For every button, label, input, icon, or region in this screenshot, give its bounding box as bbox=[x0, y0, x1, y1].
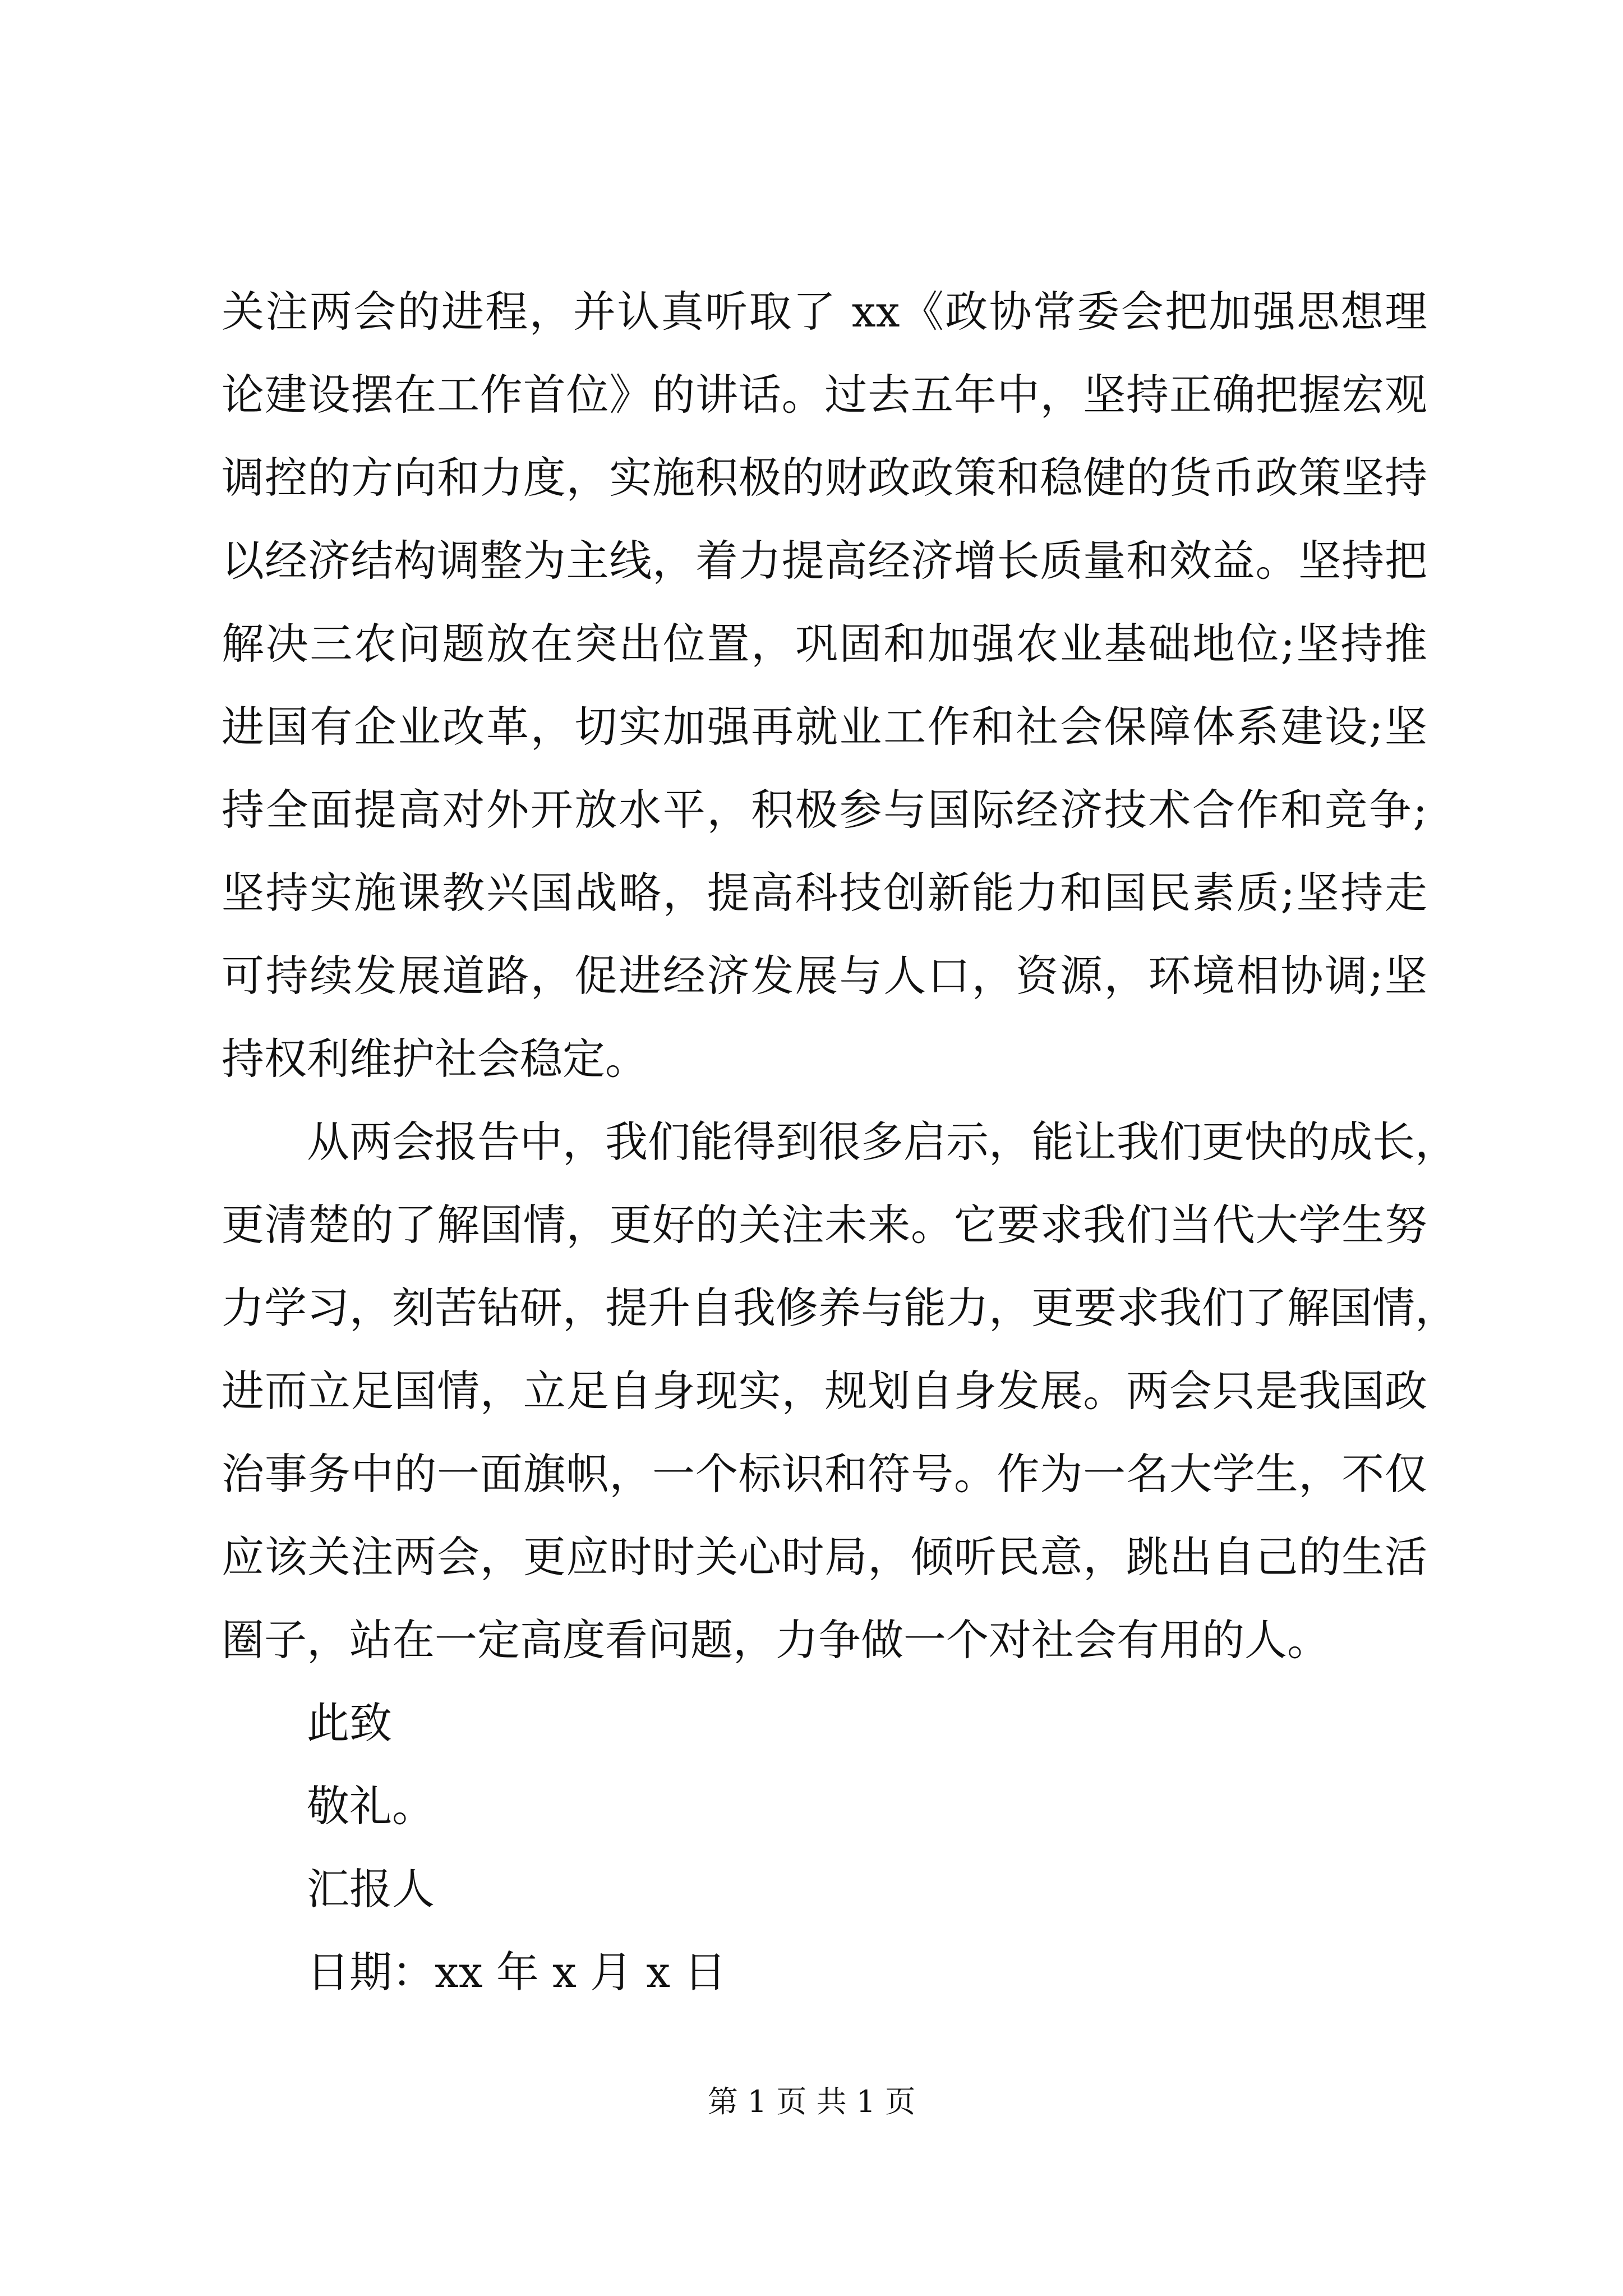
page-indicator: 第 1 页 共 1 页 bbox=[707, 2084, 916, 2119]
paragraph-line: 进国有企业改革，切实加强再就业工作和社会保障体系建设;坚 bbox=[222, 702, 1427, 752]
paragraph-line: 可持续发展道路，促进经济发展与人口，资源，环境相协调;坚 bbox=[222, 951, 1427, 1001]
paragraph-line: 解决三农问题放在突出位置，巩固和加强农业基础地位;坚持推 bbox=[222, 619, 1427, 669]
paragraph-line: 以经济结构调整为主线，着力提高经济增长质量和效益。坚持把 bbox=[222, 536, 1427, 586]
letter-closing bbox=[222, 1682, 1427, 2014]
paragraph-line: 更清楚的了解国情，更好的关注未来。它要求我们当代大学生努 bbox=[222, 1200, 1427, 1250]
paragraph-line: 力学习，刻苦钻研，提升自我修养与能力，更要求我们了解国情， bbox=[222, 1283, 1458, 1333]
paragraph-line: 持全面提高对外开放水平，积极参与国际经济技术合作和竞争; bbox=[222, 785, 1427, 835]
paragraph-line: 论建设摆在工作首位》的讲话。过去五年中，坚持正确把握宏观 bbox=[222, 370, 1427, 420]
paragraph-line: 坚持实施课教兴国战略，提高科技创新能力和国民素质;坚持走 bbox=[222, 868, 1427, 918]
paragraph-line: 调控的方向和力度，实施积极的财政政策和稳健的货币政策坚持 bbox=[222, 453, 1427, 503]
regards: 敬礼。 bbox=[307, 1781, 435, 1831]
letter-body bbox=[222, 270, 1458, 2014]
paragraph-line: 从两会报告中，我们能得到很多启示，能让我们更快的成长， bbox=[307, 1117, 1458, 1167]
date-line: 日期：xx 年 x 月 x 日 bbox=[307, 1947, 727, 1997]
page-footer bbox=[0, 2082, 1623, 2122]
paragraph-line: 应该关注两会，更应时时关心时局，倾听民意，跳出自己的生活 bbox=[222, 1532, 1427, 1582]
paragraph-line: 治事务中的一面旗帜，一个标识和符号。作为一名大学生，不仅 bbox=[222, 1449, 1427, 1499]
paragraph-line: 关注两会的进程，并认真听取了 xx《政协常委会把加强思想理 bbox=[222, 287, 1427, 337]
reporter-label: 汇报人 bbox=[307, 1864, 435, 1914]
paragraph-line: 进而立足国情，立足自身现实，规划自身发展。两会只是我国政 bbox=[222, 1366, 1427, 1416]
salutation: 此致 bbox=[307, 1698, 392, 1748]
paragraph-line: 圈子，站在一定高度看问题，力争做一个对社会有用的人。 bbox=[222, 1615, 1330, 1665]
paragraph-2 bbox=[222, 1101, 1458, 1682]
paragraph-line: 持权利维护社会稳定。 bbox=[222, 1034, 648, 1084]
paragraph-1 bbox=[222, 270, 1427, 1101]
